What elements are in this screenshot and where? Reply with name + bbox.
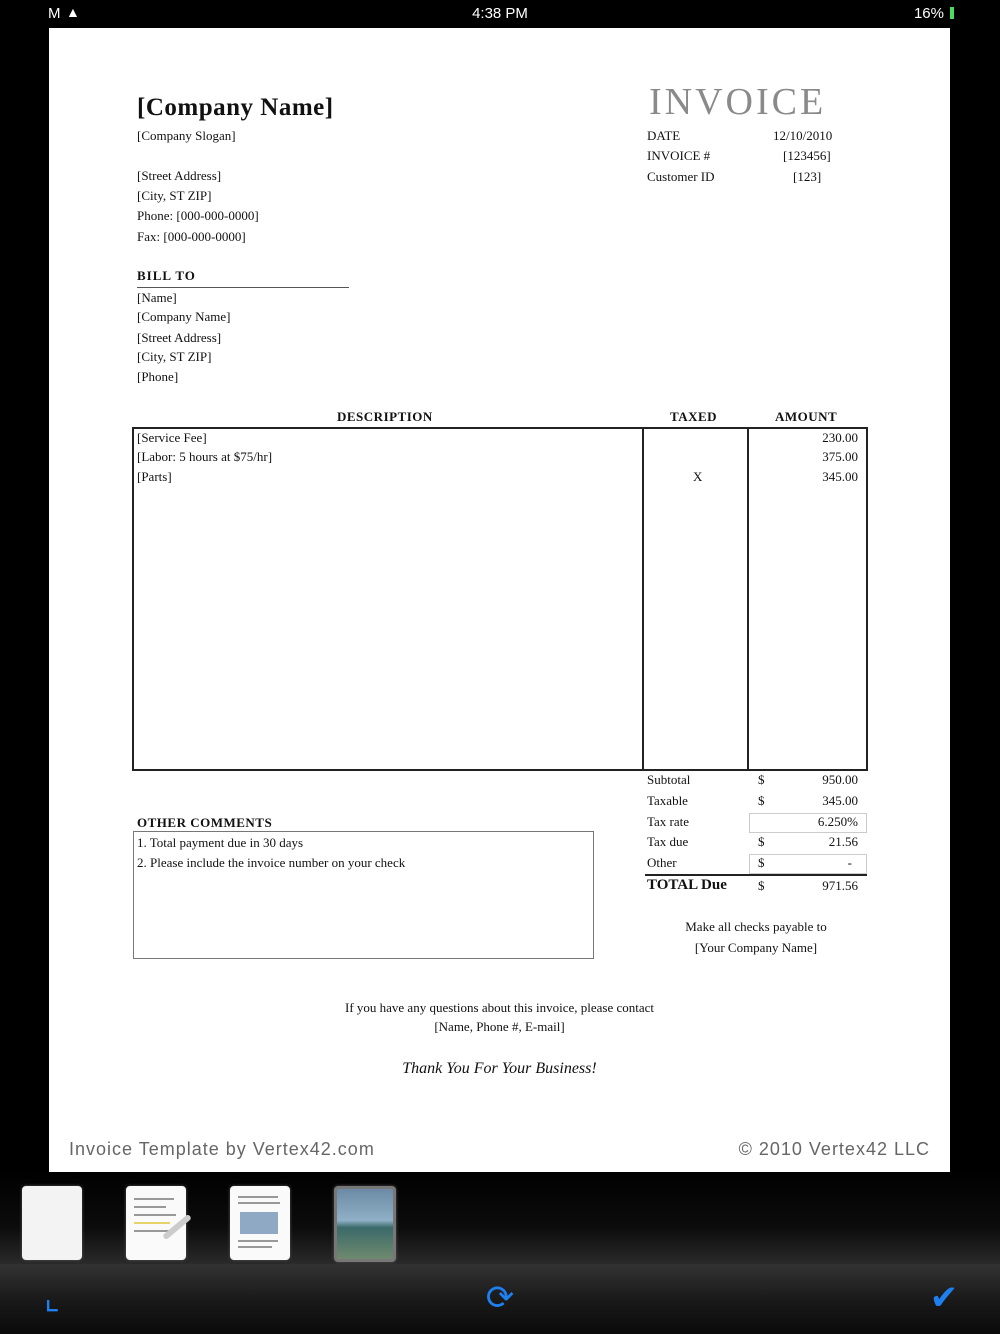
other-currency: $: [758, 855, 765, 870]
thumb-signed-document[interactable]: [126, 1186, 186, 1260]
description-header: DESCRIPTION: [337, 409, 433, 424]
contact-text: If you have any questions about this invoice, please contact: [344, 1000, 655, 1015]
bill-to-line: [City, ST ZIP]: [137, 349, 212, 364]
tax-due-currency: $: [758, 834, 765, 849]
battery-percent: 16%: [913, 5, 944, 22]
date-label: DATE: [647, 128, 681, 143]
invoice-number-label: INVOICE #: [647, 148, 711, 163]
column-divider: [747, 427, 749, 769]
thumb-document-photo[interactable]: [230, 1186, 290, 1260]
taxable-label: Taxable: [647, 793, 688, 808]
company-name: [Company Name]: [137, 94, 334, 121]
total-divider: [645, 874, 867, 876]
bill-to-heading: BILL TO: [137, 268, 196, 283]
bill-to-line: [Company Name]: [137, 309, 231, 324]
subtotal-value: 950.00: [822, 772, 858, 787]
item-amount: 375.00: [822, 449, 858, 464]
other-label: Other: [647, 855, 677, 870]
item-description: [Labor: 5 hours at $75/hr]: [137, 449, 273, 464]
thumb-blank-page[interactable]: [22, 1186, 82, 1260]
item-description: [Parts]: [137, 469, 172, 484]
total-due-value: 971.56: [822, 878, 858, 893]
payable-text: Make all checks payable to: [685, 919, 827, 934]
taxable-value: 345.00: [822, 793, 858, 808]
amount-header: AMOUNT: [775, 409, 838, 424]
subtotal-label: Subtotal: [647, 772, 691, 787]
address-line: [Street Address]: [137, 168, 222, 183]
wifi-icon: ▲: [66, 4, 80, 20]
rotate-icon[interactable]: ⟳: [485, 1278, 515, 1318]
subtotal-currency: $: [758, 772, 765, 787]
bill-to-line: [Street Address]: [137, 330, 222, 345]
comments-heading: OTHER COMMENTS: [137, 815, 273, 830]
bill-to-line: [Name]: [137, 290, 177, 305]
other-value: -: [847, 855, 852, 870]
customer-id-value: [123]: [793, 169, 822, 184]
total-due-currency: $: [758, 878, 765, 893]
bill-to-line: [Phone]: [137, 369, 179, 384]
invoice-title: INVOICE: [649, 81, 827, 123]
customer-id-label: Customer ID: [647, 169, 715, 184]
clock: 4:38 PM: [472, 5, 528, 22]
bill-to-divider: [137, 287, 349, 288]
taxable-currency: $: [758, 793, 765, 808]
total-due-label: TOTAL Due: [647, 877, 727, 893]
comment-line: 2. Please include the invoice number on your check: [137, 855, 406, 870]
checkmark-icon[interactable]: ✔: [929, 1278, 959, 1318]
column-divider: [642, 427, 644, 769]
thumb-landscape-photo[interactable]: [334, 1186, 396, 1262]
tax-rate-value: 6.250%: [817, 814, 858, 829]
battery-icon: [950, 7, 954, 19]
contact-details: [Name, Phone #, E-mail]: [434, 1019, 565, 1034]
taxed-header: TAXED: [670, 409, 718, 424]
carrier-label: M: [48, 5, 61, 22]
payable-company: [Your Company Name]: [694, 940, 818, 955]
bottom-toolbar: [0, 1264, 1000, 1334]
tax-due-value: 21.56: [828, 834, 858, 849]
item-taxed-mark: X: [693, 469, 703, 484]
phone-line: Phone: [000-000-0000]: [137, 208, 259, 223]
thank-you-text: Thank You For Your Business!: [402, 1060, 597, 1077]
address-line: [City, ST ZIP]: [137, 188, 212, 203]
page-thumbnail-strip: [0, 1172, 1000, 1264]
crop-icon[interactable]: ⌞: [44, 1278, 60, 1318]
company-slogan: [Company Slogan]: [137, 128, 236, 143]
copyright-text: © 2010 Vertex42 LLC: [738, 1139, 930, 1159]
fax-line: Fax: [000-000-0000]: [137, 229, 246, 244]
tax-due-label: Tax due: [647, 834, 689, 849]
pen-icon: [162, 1214, 192, 1240]
invoice-page: [49, 28, 950, 1172]
date-value: 12/10/2010: [773, 128, 833, 143]
line-items-table: [132, 427, 868, 771]
item-amount: 345.00: [822, 469, 858, 484]
invoice-number-value: [123456]: [783, 148, 831, 163]
tax-rate-label: Tax rate: [647, 814, 690, 829]
status-bar: [0, 0, 1000, 28]
item-description: [Service Fee]: [137, 430, 207, 445]
item-amount: 230.00: [822, 430, 858, 445]
image-icon: [240, 1212, 278, 1234]
comment-line: 1. Total payment due in 30 days: [137, 835, 304, 850]
template-credit: Invoice Template by Vertex42.com: [69, 1139, 375, 1159]
